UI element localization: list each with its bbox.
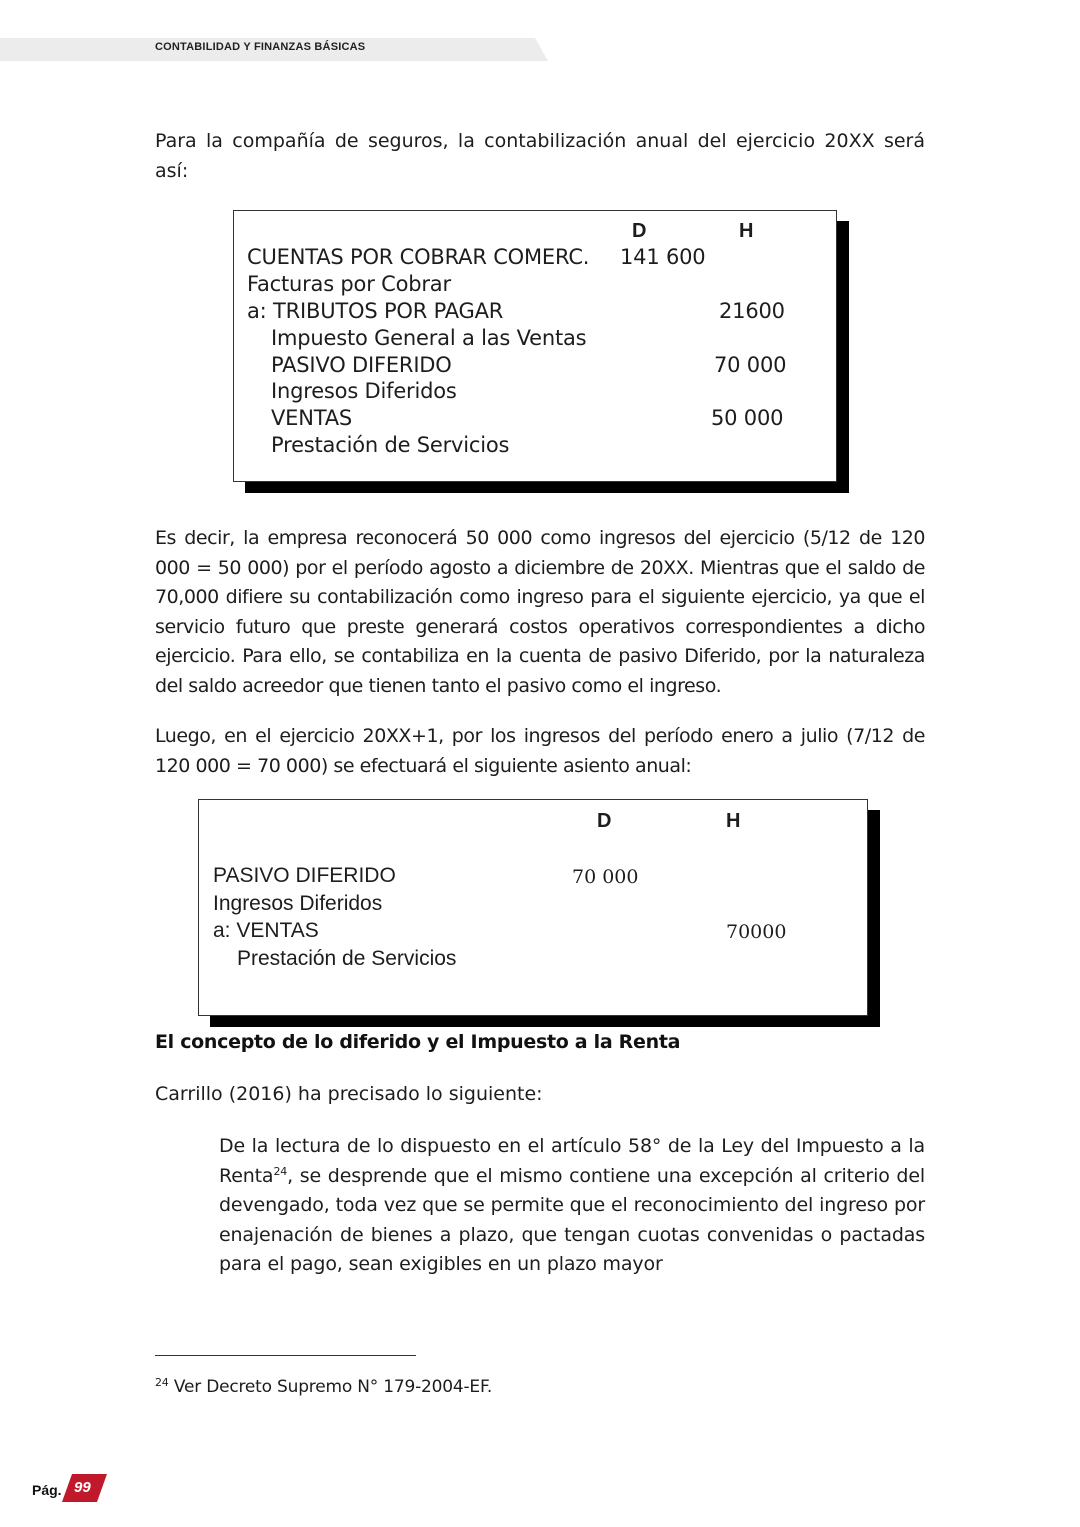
entry-account: CUENTAS POR COBRAR COMERC. — [247, 245, 590, 269]
running-header: CONTABILIDAD Y FINANZAS BÁSICAS — [155, 41, 366, 53]
entry-account: PASIVO DIFERIDO — [213, 864, 396, 887]
entry-credit-amount: 70 000 — [714, 353, 787, 377]
footnote-reference[interactable]: 24 — [273, 1164, 288, 1178]
footnote-divider — [155, 1355, 416, 1356]
entry-account: Ingresos Diferidos — [271, 379, 457, 403]
explanation-paragraph-2: Luego, en el ejercicio 20XX+1, por los ingresos del período enero a julio (7/12 de 120 000 = 70 000) se efectuará el siguiente asiento anual: — [155, 725, 925, 777]
section-heading: El concepto de lo diferido y el Impuesto a la Renta — [155, 1031, 681, 1053]
page-number: 99 — [74, 1479, 91, 1496]
debit-column-header: D — [597, 810, 612, 832]
entry-account: VENTAS — [271, 406, 353, 430]
entry-account: a: VENTAS — [213, 919, 319, 942]
entry-credit-amount: 21600 — [719, 299, 785, 323]
journal-entry-1 — [233, 210, 837, 482]
entry-account: PASIVO DIFERIDO — [271, 353, 452, 377]
footnote — [155, 1377, 492, 1397]
entry-debit-amount: 70 000 — [572, 866, 639, 888]
entry-account: Facturas por Cobrar — [247, 272, 451, 296]
entry-credit-amount: 50 000 — [711, 406, 784, 430]
entry-debit-amount: 141 600 — [620, 245, 706, 269]
page-label: Pág. — [32, 1482, 62, 1498]
entry-account: Impuesto General a las Ventas — [271, 326, 587, 350]
quote-text: De la lectura de lo dispuesto en el artículo 58° de la Ley del Impuesto a la Renta — [219, 1135, 925, 1187]
credit-column-header: H — [726, 810, 741, 832]
journal-entry-2 — [198, 799, 868, 1016]
footnote-text: Ver Decreto Supremo N° 179-2004-EF. — [173, 1377, 493, 1397]
footnote-number: 24 — [155, 1376, 169, 1389]
block-quote — [219, 1132, 925, 1280]
intro-paragraph: Para la compañía de seguros, la contabilización anual del ejercicio 20XX será así: — [155, 130, 925, 182]
entry-credit-amount: 70000 — [726, 921, 787, 943]
entry-account: Prestación de Servicios — [237, 947, 457, 970]
credit-column-header: H — [739, 220, 754, 242]
entry-account: Ingresos Diferidos — [213, 892, 383, 915]
debit-column-header: D — [632, 220, 647, 242]
explanation-paragraph-1: Es decir, la empresa reconocerá 50 000 como ingresos del ejercicio (5/12 de 120 000 = 50 000) por el período agosto a diciembre de 20XX. Mientras que el saldo de 70,000 difiere su contabilización como ingreso para el siguiente ejercicio, ya que el servicio futuro que preste generará costos operativos correspondientes a dicho ejercicio. Para ello, se contabiliza en la cuenta de pasivo Diferido, por la naturaleza del saldo acreedor que tienen tanto el pasivo como el ingreso. — [155, 527, 925, 697]
section-intro: Carrillo (2016) ha precisado lo siguiente: — [155, 1083, 543, 1105]
entry-account: a: TRIBUTOS POR PAGAR — [247, 299, 504, 323]
quote-text: , se desprende que el mismo contiene una excepción al criterio del devengado, toda vez que se permite que el reconocimiento del ingreso por enajenación de bienes a plazo, que tengan cuotas convenidas o pactadas para el pago, sean exigibles en un plazo mayor — [219, 1164, 925, 1275]
entry-account: Prestación de Servicios — [271, 433, 510, 457]
